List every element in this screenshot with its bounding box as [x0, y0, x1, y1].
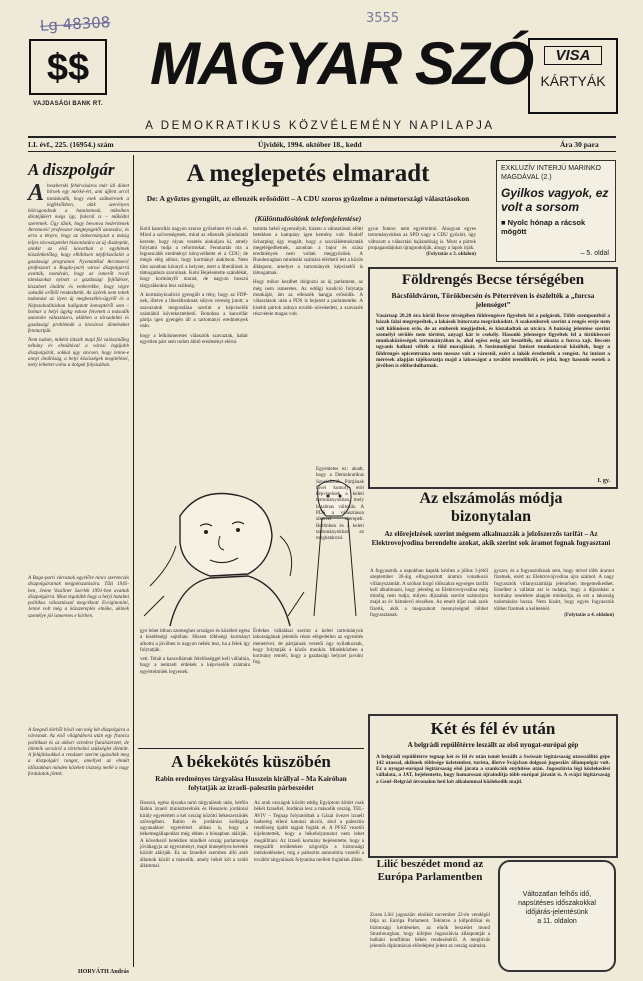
electricity-col2: gyszer, és a fogyasztóknak sem, hogy mivel több áramot fizetnek, ezért az Elektrovojvodina újra számol. A nagy fogyasztók villanyszámlája jelentősen megemelkedhet. Emellett a vállalat azt is tudatja, hogy a díjszabást a kormány rendelete alapján módosítja, és ezt a lakosság tudomására hozza. Nem kizárt, hogy egyes fogyasztók többet fizetnek a kelleténél.: [494, 568, 614, 612]
visa-badge: VISA: [544, 46, 602, 65]
masthead-subtitle: A DEMOKRATIKUS KÖZVÉLEMÉNY NAPILAPJA: [145, 120, 495, 132]
promo-title: Gyilkos vagyok, ez volt a sorsom: [501, 186, 609, 214]
visa-caption: KÁRTYÁK: [540, 73, 606, 89]
left-col-body-2: Nem tudom, miként látszik majd föl valószínűleg néhány év elmúltával a városi legújabb díszpolgárát, sokkal úgy sincsen, hogy lenne-e annyi önállóság, a helyi közösségek megítélései, mely lehetett volna a dolgok folyásában.: [28, 337, 129, 369]
lead-col2b: Hogy mikor kezdhet dolgozni az új parlament, az még nem ismeretes. Az eddigi koalíció folytatja munkáját, ám az ellenzék hangja erősödik. A választások után a PDS is bejutott a parlamentbe. A kisebb pártok aránya tovább növekedett, a szavazók részvétele magas volt.: [253, 279, 363, 317]
left-col-body-3: A Bogo-parti városnak egyelőre nincs szerencsés díszpolgárainak megpótszatására. Tűzi 1945-ben, Jenne Vasiliner Szerlék 1991-ben avattak díszpolgárrá. Most legalább hogy a helyi hatalmi politikus választással megcélzott Evriginonini, Jenné volt még a közszereplés elnöke, akinek személye jól ismeretes e körben.: [28, 575, 129, 619]
cartoon-illustration: [140, 466, 308, 626]
earthquake-subhead: Bácsföldváron, Törökbecsén és Péterréven is észlelték a „furcsa jelenséget”: [391, 291, 595, 309]
lead-subhead: De: A győztes gyengült, az ellenzék erősödött – A CDU szoros győzelme a németországi választásokon: [146, 194, 470, 203]
left-col-title: A diszpolgár: [28, 160, 115, 179]
left-col-body: beszberski fehérvásáros már idi dönet hírnek egy mérké-ért, ami újfent arról tanúskodik, hogy ezek szükséresek a legfelsőbben, akik szerényen bölcsgondnak a hatalomnak, mikoiben döntéjükért mégs így, federál is – működni szeretnek. Úgy tűnik, hogy bevonva hederítenek Avromović professzor megtepsgetől azonsára, és arra a tényre, hogy az önkormányzat a másig teljes távoszigetelet biszonlatúra az új diszkeptüt, annkit az első kavarban a egyhitnek köszönhetőleg, hogy elhibítsen népfelszólalót a gazdasági programot. Nyomatékul Avramović professzort a Bogdo-parti városi díszpolgárrá avatták, mondván, hogy az ismerőt rocdi támászokat nyitott a gazdasági fejlődésre, kiszabott önállni és emberekbe, hogy végre sokadik erőből rendezhetik. Az üzérek nem tettek tudomást az ilyen új megbeszélés-ügyről és a Népszabadításban hallgatott komoptéről sem – holnar a helyi ügykg eztose felvetett a második autonóm választásra, akikben a társadalmi és gazdasági problémák a kisvárosi döntéseket fenntartják.: [28, 183, 129, 334]
lead-caption2: vett. Tehát a kancellárnak felelősséggel kell vállalnia, hogy a nemzeti érdekek a képviselők számára egyértelműek legyenek.: [140, 656, 250, 675]
weather-line-3: időjárás-jelentésünk: [525, 909, 589, 916]
handwriting-top-left: Lg 48308: [39, 13, 111, 35]
lead-col3-note: (Folytatás a 3. oldalon): [426, 251, 476, 258]
two-half-years-subhead: A belgrádi repülőtérre leszállt az első nyugat-európai gép: [407, 741, 579, 749]
earthquake-author: I. gy.: [597, 478, 610, 484]
lead-col1c: hogy a lelkiismeretes választók szavaztak, habár egyetlen párt sem tudott átütő eredményt elérni.: [140, 332, 248, 346]
weather-line-1: Változatlan felhős idő,: [522, 891, 592, 898]
peace-subhead: Rabin eredményes tárgyalása Husszein királlyal – Ma Kairóban folytatják az izraeli–palesztin párbeszédet: [155, 775, 347, 792]
issue-volume: LI. évf., 225. (16954.) szám: [28, 140, 114, 149]
issue-price: Ára 30 para: [560, 140, 599, 149]
electricity-subhead: Az előrejelzések szerint mégsem alkalmazzák a jelzőszerzős tarifát – Az Elektrovojvodina berendelte azokat, akik szerint sok áramot fognak fogyasztani: [371, 530, 611, 547]
lead-col2d: Érdekes vállalásai szerint a keleti tartományok lakosságának jelentős része elégedetlen az egyesítés menetével, de pártjainak vezetői úgy nyilatkoztak, hogy folytatják a közös munkát. Mindeközben a kormány reméli, hogy a gazdasági helyzet javulni fog.: [253, 628, 363, 666]
masthead-title: MAGYAR SZÓ: [150, 30, 533, 97]
promo-magda-box[interactable]: [496, 160, 616, 262]
issue-date: Újvidék, 1994. október 18., kedd: [258, 140, 362, 149]
two-half-years-body: A belgrádi repülőtérre tegnap két és fél év után ismét leszállt a Swissair légitársaság utasszállító gépe 142 utassal, akiknek többsége üzletember, turista, illetve Svájcban dolgozó jugoszláv állampolgár volt. Ez a nyugat-európai légitársaság első járata a szankciók enyhítése után. Jugoszlávia légi közlekedési vállalata, a JAT, bejelentette, hogy hamarosan újraindítja több európai járatát is. A svájci légitársaság a Genf–Belgrád útvonalon heti két alkalommal közlekedik majd.: [376, 753, 610, 785]
weather-box[interactable]: [498, 860, 616, 972]
electricity-col1: A fogyasztók a napokban kapták kézhez a július 1-jétől szeptember 30-áig elfogyasztott áramra vonatkozó villanyszámlát. A szóban forgó időszakra egységes tarifát kell alkalmazni, hogy jelenleg az Elektrovojvodina még mindig nem tudja, milyen díjszabás szerint számoljon majd az év hátralevő részében. Az emelt díjat csak azok fizetik, akik a megszabott mennyiségnél többet fogyasztanak.: [370, 568, 488, 619]
lead-col1b: A kormánykoalíció gyengült a tény, hogy az FDP-nek, illetve a liberálisoknak súlyos vereség jutott, a szavazatok megoszlása szerint a képviselők számából következtethető. Bonnban a kancellár pártja igen gyengén áll a tartományi eredmények után.: [140, 291, 248, 330]
lead-caption: gye lehet itthon szemeghes országos és közéleti egész a kisebbségi sajtóban. Hiszen többségi kormányt alkotni a jövőben is nagyon nehéz lesz, ha a felek így folytatják.: [140, 628, 250, 653]
electricity-note: (Folytatás a 4. oldalon): [564, 612, 614, 619]
left-col-author: HORVÁTH András: [78, 969, 129, 975]
bank-logo: [28, 38, 108, 108]
lead-col1: Kohl kancellár nagyon szoros győzelmet ért csak el. Mind a szövetségesek, mind az ellenzék jóindulatát kereste, hogy olyan vezetés alakuljon ki, amely folytatni tudja a reformokat. Fenntartás óta a legnoscabb eredményt könyvelhette el a CDU; de mégis elég ahhoz, hogy kormányt alakítson. Nem tűnt azonban könnyű a helyzet, mert a liberálisok is támogatásra szorulnak. Kohl Bejelentette szándékát, hogy kormányfő marad, de nagyon hosszú tárgyalásokra lesz szükség.: [140, 226, 248, 289]
left-column: [28, 160, 129, 975]
lead-col3: gyon fontos: nem egyértelmű. Ahogyan egyes tartományokban az SPD vagy a CDU győzött, úgy változott a választási hajlandóság is. Most a pártok propagandájukat újragondolják, ahogy a lapok írják.: [368, 226, 476, 251]
peace-col2: Az arab országok között eddig Egyiptom kötött csak békét Izraellel, Jordánia lesz a második ország. TEL-AVIV – Tegnap folytatódtak a Gázai övezet izraeli hadsereg elleni katonai akciói, ahol a palesztin rendőrség újabb tagjait fogták el. A PFSZ vezetői kijelentették, hogy a békefolyamatot nem lehet megállítani. Az izraeli kormány bejelentette, hogy a megszállt területeken szigorítja a biztonsági intézkedéseket, míg a palesztin autonómia vezetői a további tárgyalások folytatása mellett foglaltak állást.: [254, 800, 364, 863]
left-col-body-4: A Szegedi körből hívál van még két díszpolgára a városnak. Az első világháború után egy francia politikust és az akkori ezredest fiatalszerzett, de ötleteik sorsáról a történelmi szükséglet döntött. A felújításokkal a rendszer szerint igazolták meg a díszpolgári rangot, amellyel az elmúlt időszakban minden közéleti tisztség mellé a nagy fordulatok jöttek.: [28, 727, 129, 778]
peace-col1: Hosszú, egész éjszaka tartó tárgyalások után, hétfőn Rabin izraeli miniszterelnök és Husszein jordániai király egyetértett a két ország közötti békeszerződés szövegében. Rabin és jordániai kollégája ugyanakkor egyetértett abban is, hogy a békemegállapodást még ebben a hónapban aláírják. A következő hetekben mindkét ország parlamentje jóváhagyja az egyezményt, majd ünnepélyes keretek között aláírják. Ez az Izraellel szemben álló arab államok közül a második, amely békét köt a zsidó állammal.: [140, 800, 248, 869]
peace-title: A békekötés küszöbén: [171, 752, 331, 771]
bank-logo-icon: [28, 38, 108, 96]
visa-card-ad: [528, 38, 618, 114]
electricity-title: Az elszámolás módja bizonytalan: [419, 490, 563, 525]
promo-kicker: EXKLUZÍV INTERJÚ MARINKO MAGDÁVAL (2.): [501, 165, 601, 181]
weather-line-2: napsütéses időszakokkal: [518, 900, 596, 907]
earthquake-box: [368, 267, 618, 489]
bullet-square-icon: ■: [501, 218, 508, 227]
earthquake-title: Földrengés Becse térségében: [401, 272, 585, 288]
two-half-years-box: [368, 714, 618, 858]
promo-page: – 5. oldal: [580, 250, 609, 257]
lilic-body-copy: Zoran Lilić jugoszláv elnököt november 22-én vendégül látja az Európa Parlament. Tekintve a külpolitikai és biztonsági kérdéseket, az elnök beszédet mond Strasbourgban, hogy kifejtse Jugoszlávia álláspontját a balkáni konfliktus békés rendezéséről. A meghívás jelentős diplomáciai előrelépést jelent az ország számára.: [370, 912, 490, 950]
weather-line-4: a 11. oldalon: [537, 918, 577, 925]
handwriting-top-right: 3555: [366, 11, 400, 26]
promo-teaser: Nyolc hónap a rácsok mögött: [501, 218, 586, 236]
drop-cap: A: [28, 180, 45, 206]
earthquake-body: Vasárnap 20.20 óra körül Becse térségében földrengésre figyeltek fel a polgárok. Több szempontból a házak falai megrepedtek, a lakások bútorzata megrázkódott. A szakemberek szerint a rengés ereje nem volt különösen erős, de az emberek megijedtek, és kiszaladtak az utcára. A hatóság jelentése szerint személyi sérülés nem történt, anyagi kár is csekély. Hasonló jelenségre figyeltek fel a törökbecsei munkaközösségek tartományában is, ahol egész estig azt beszélték, mi okozta a furcsa zajt. Becsén ugyanis hallani vélték a föld morajlását. A Szeizmológiai Intézet munkatársai közölték, hogy a földrengés epicentruma nem messze volt a várostól, ezért a lakók érezhették a rengést. Az intézet a mérések alapján tájékoztatja majd a lakosságot a további teendőkről, és jelzi, hogy hasonló esetek a jövőben is előfordulhatnak.: [376, 313, 610, 370]
bank-logo-label: VAJDASÁGI BANK RT.: [33, 101, 103, 107]
two-half-years-title: Két és fél év után: [430, 719, 556, 738]
lead-col2: tartotta belső egyensúlyát, hiszen a választások előtti hetekben a kampány igen kemény volt. Rudolf Scharping úgy reagált, hogy a szociáldemokraták megelégedhetnek, azonban a bajor és szász eredmények nem voltak meggyőzőek. A Bundestagban mindenki számára elérhető lett a közös álláspont, amelyet a tartományok képviselői is támogatnak.: [253, 226, 363, 277]
lilic-title: Lilić beszédet mond az Európa Parlamentben: [376, 858, 484, 883]
lead-col2c: Egyenletes ez: akadt, hogy a Demokratikus Szocialisták Pártjának hívei komoly erőt képviselnek a keleti tartományokban, mely hatalmas változás. A PDS a választáson sikerrel szerepelt. Berlinben és a keleti tartományokban ez meghatározó.: [316, 466, 364, 542]
lead-title: A meglepetés elmaradt: [186, 160, 430, 187]
lead-byline: (Különtudósítónk telefonjelentése): [254, 214, 362, 223]
svg-text:$$: $$: [46, 47, 90, 89]
